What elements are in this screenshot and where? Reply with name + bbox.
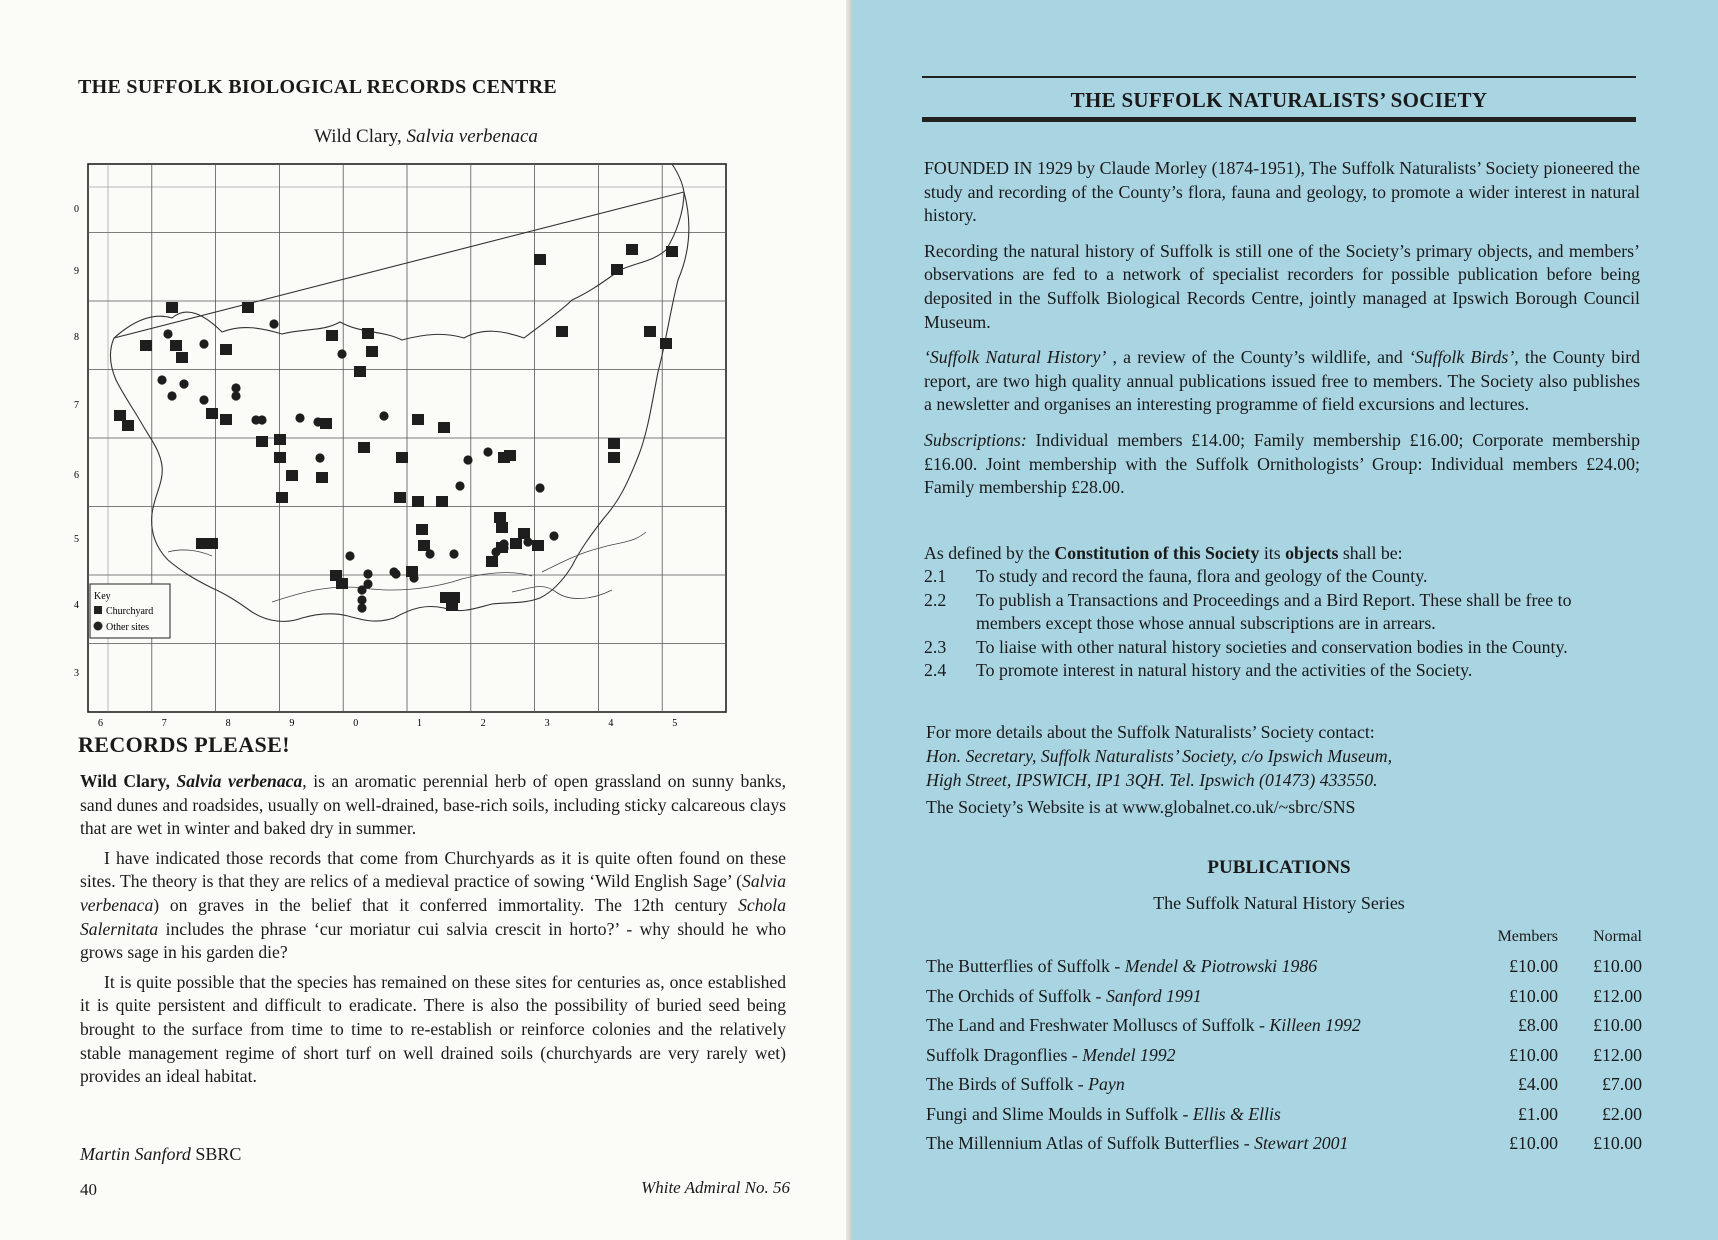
species-latin: Salvia verbenaca — [176, 771, 303, 791]
para-2-b: ) on graves in the belief that it conferred immortality. The 12th century — [153, 894, 739, 915]
book-title: Suffolk Dragonflies - Mendel 1992 — [926, 1044, 1176, 1065]
churchyard-record — [274, 452, 286, 463]
book-title: The Birds of Suffolk - Payn — [926, 1074, 1125, 1094]
book-author: Killeen 1992 — [1269, 1015, 1361, 1035]
churchyard-record — [274, 434, 286, 445]
churchyard-record — [412, 414, 424, 425]
recording-para: Recording the natural history of Suffolk is still one of the Society’s primary objects, and members’ observations are fed to a network of specialist recorders for possible publication before being deposited in the Suffolk Biological Records Centre, jointly managed at Ipswich Borough Council Museum. — [924, 240, 1640, 332]
other-site-record — [357, 603, 366, 612]
churchyard-record — [316, 472, 328, 483]
churchyard-record — [358, 442, 370, 453]
other-site-record — [231, 383, 240, 392]
churchyard-record — [412, 496, 424, 507]
object-item: 2.4 To promote interest in natural history and the activities of the Society. — [924, 660, 1473, 681]
other-site-record — [167, 391, 176, 400]
other-site-record — [313, 417, 322, 426]
map-key-square — [94, 606, 102, 614]
para3-b: , the County bird report, are two high quality annual publications issued free to members. The Society also publishes a newsletter and organises an interesting programme of field excursions and lectures. — [924, 347, 1641, 415]
magazine-issue: White Admiral No. 56 — [641, 1178, 790, 1197]
other-site-record — [357, 595, 366, 604]
map-title-italic: Salvia verbenaca — [406, 126, 538, 147]
other-site-record — [163, 329, 172, 338]
price-normal: £2.00 — [1601, 1103, 1642, 1124]
churchyard-record — [394, 492, 406, 503]
website-line: The Society’s Website is at www.globalnet.co.uk/~sbrc/SNS — [926, 797, 1356, 817]
left-heading: THE SUFFOLK BIOLOGICAL RECORDS CENTRE — [78, 76, 557, 98]
other-site-record — [523, 537, 532, 546]
snh-title: ‘Suffolk Natural History’ — [924, 347, 1107, 368]
book-author: Ellis & Ellis — [1192, 1103, 1281, 1124]
map-key-other: Other sites — [106, 622, 150, 633]
objects-section — [924, 542, 1640, 682]
other-site-record — [379, 411, 388, 420]
churchyard-record — [354, 366, 366, 377]
contact-section — [926, 720, 1642, 819]
sb-title: ‘Suffolk Birds’ — [1408, 347, 1515, 368]
price-members: £10.00 — [1509, 956, 1558, 976]
churchyard-record — [660, 338, 672, 349]
map-row-label: 3 — [74, 668, 79, 679]
churchyard-record — [206, 538, 218, 549]
other-site-record — [425, 549, 434, 558]
left-page — [0, 0, 852, 1240]
article-para-1 — [80, 770, 786, 841]
map-col-label: 9 — [289, 718, 295, 729]
book-author: Payn — [1088, 1074, 1125, 1094]
other-site-record — [549, 531, 558, 540]
map-col-label: 7 — [161, 718, 167, 729]
book-author: Sanford 1991 — [1105, 985, 1202, 1006]
price-members: £10.00 — [1509, 985, 1558, 1006]
churchyard-record — [114, 410, 126, 421]
churchyard-record — [122, 420, 134, 431]
object-item: 2.2 To publish a Transactions and Proceedings and a Bird Report. These shall be free to members except those whose annual subscriptions are in arrears. — [924, 589, 1572, 634]
churchyard-record — [608, 438, 620, 449]
object-item: 2.1 To study and record the fauna, flora and geology of the County. — [924, 566, 1428, 587]
heading-rule-top — [922, 76, 1636, 78]
map-col-label: 8 — [225, 718, 231, 729]
price-members: £10.00 — [1509, 1044, 1558, 1065]
subscriptions-text: Individual members £14.00; Family membership £16.00; Corporate membership £16.00. Joint membership with the Suffolk Ornithologists’ Group: Individual members £24.00; Family membership £28.00. — [924, 429, 1640, 498]
article-body — [80, 770, 786, 1095]
col-members: Members — [1497, 928, 1558, 945]
other-site-record — [231, 391, 240, 400]
author-org: SBRC — [195, 1144, 242, 1164]
article-para-3: It is quite possible that the species has remained on these sites for centuries as, once established it is quite persistent and difficult to eradicate. There is also the possibility of buried seed being brought to the surface from time to time to re-establish or reinforce colonies and the relatively stable management regime of short turf on well drained soils (churchyards are very rarely wet) provides an ideal habitat. — [80, 971, 786, 1087]
other-site-record — [363, 569, 372, 578]
subscriptions-para — [924, 429, 1640, 500]
churchyard-record — [170, 340, 182, 351]
para-2-c: includes the phrase ‘cur moriatur cui salvia crescit in horto?’ - why should he who grows sage in his garden die? — [80, 918, 786, 963]
churchyard-record — [220, 344, 232, 355]
para-1-rest: , is an aromatic perennial herb of open grassland on sunny banks, sand dunes and roadsides, usually on well-drained, base-rich soils, including sticky calcareous clays that are wet in winter and baked dry in summer. — [80, 771, 786, 839]
price-normal: £12.00 — [1593, 985, 1642, 1006]
objects-intro: As defined by the Constitution of this Society its objects shall be: — [924, 543, 1403, 563]
price-normal: £10.00 — [1593, 1133, 1642, 1153]
book-title: The Land and Freshwater Molluscs of Suffolk - Killeen 1992 — [926, 1015, 1361, 1035]
object-item: 2.3 To liaise with other natural history societies and conservation bodies in the County. — [924, 636, 1568, 657]
table-row — [926, 1104, 1646, 1134]
other-site-record — [337, 349, 346, 358]
table-row — [926, 1133, 1646, 1163]
price-normal: £7.00 — [1601, 1074, 1642, 1094]
table-row — [926, 1074, 1646, 1104]
table-header — [926, 928, 1646, 956]
subscriptions-label: Subscriptions: — [924, 429, 1027, 450]
article-para-2 — [80, 847, 786, 965]
map-row-label: 7 — [74, 400, 79, 411]
churchyard-record — [494, 512, 506, 523]
churchyard-record — [496, 522, 508, 533]
churchyard-record — [518, 528, 530, 539]
book-title: Fungi and Slime Moulds in Suffolk - Ellis & Ellis — [926, 1103, 1281, 1124]
churchyard-record — [510, 538, 522, 549]
publications-heading: PUBLICATIONS — [1207, 857, 1351, 878]
map-col-label: 4 — [608, 718, 614, 729]
contact-line-1: Hon. Secretary, Suffolk Naturalists’ Society, c/o Ipswich Museum, — [926, 746, 1393, 766]
publications-para — [924, 346, 1640, 417]
churchyard-record — [176, 352, 188, 363]
publications-table — [926, 928, 1646, 1163]
churchyard-record — [534, 254, 546, 265]
book-title: The Butterflies of Suffolk - Mendel & Piotrowski 1986 — [926, 956, 1318, 976]
churchyard-record — [242, 302, 254, 313]
price-normal: £10.00 — [1593, 956, 1642, 976]
para-2-italic-2: Schola Salernitata — [80, 894, 786, 939]
churchyard-record — [438, 422, 450, 433]
author-name: Martin Sanford — [80, 1144, 191, 1164]
book-author: Stewart 2001 — [1254, 1133, 1349, 1153]
map-row-label: 9 — [74, 266, 79, 277]
churchyard-record — [140, 340, 152, 351]
churchyard-record — [486, 556, 498, 567]
map-col-label: 5 — [672, 718, 678, 729]
heading-rule-bottom — [922, 117, 1636, 122]
book-title: The Orchids of Suffolk - Sanford 1991 — [926, 985, 1202, 1006]
map-row-label: 6 — [74, 470, 79, 481]
churchyard-record — [644, 326, 656, 337]
map-row-label: 5 — [74, 534, 79, 545]
other-site-record — [345, 551, 354, 560]
other-site-record — [295, 413, 304, 422]
churchyard-record — [446, 600, 458, 611]
table-row — [926, 1015, 1646, 1045]
map-col-label: 0 — [353, 718, 359, 729]
other-site-record — [455, 481, 464, 490]
churchyard-record — [498, 452, 510, 463]
churchyard-record — [362, 328, 374, 339]
churchyard-record — [396, 452, 408, 463]
other-site-record — [179, 379, 188, 388]
price-members: £10.00 — [1509, 1133, 1558, 1153]
map-col-label: 6 — [98, 718, 103, 729]
other-site-record — [269, 319, 278, 328]
map-key-churchyard: Churchyard — [106, 606, 154, 617]
churchyard-record — [336, 578, 348, 589]
price-members: £8.00 — [1517, 1015, 1558, 1035]
other-site-record — [535, 483, 544, 492]
map-row-label: 8 — [74, 332, 79, 343]
churchyard-record — [286, 470, 298, 481]
map-records — [114, 244, 678, 613]
churchyard-record — [436, 496, 448, 507]
other-site-record — [483, 447, 492, 456]
book-title: The Millennium Atlas of Suffolk Butterflies - Stewart 2001 — [926, 1133, 1349, 1153]
col-normal: Normal — [1593, 928, 1642, 945]
churchyard-record — [666, 246, 678, 257]
price-normal: £12.00 — [1593, 1044, 1642, 1065]
other-site-record — [491, 547, 500, 556]
author-signature — [80, 1144, 241, 1165]
right-heading: THE SUFFOLK NATURALISTS’ SOCIETY — [1070, 88, 1488, 112]
churchyard-record — [326, 330, 338, 341]
other-site-record — [199, 339, 208, 348]
price-members: £1.00 — [1517, 1103, 1558, 1124]
contact-line-2: High Street, IPSWICH, IP1 3QH. Tel. Ipswich (01473) 433550. — [926, 770, 1378, 790]
map-col-label: 2 — [480, 718, 486, 729]
churchyard-record — [220, 414, 232, 425]
churchyard-record — [611, 264, 623, 275]
map-title — [0, 126, 852, 148]
map-row-label: 0 — [74, 204, 79, 215]
book-author: Mendel 1992 — [1082, 1044, 1176, 1065]
other-site-record — [315, 453, 324, 462]
churchyard-record — [418, 540, 430, 551]
other-site-record — [463, 455, 472, 464]
map-title-plain: Wild Clary, — [314, 126, 402, 147]
page-number: 40 — [80, 1180, 97, 1199]
map-col-labels — [98, 718, 677, 729]
other-site-record — [199, 395, 208, 404]
founded-para: FOUNDED IN 1929 by Claude Morley (1874-1951), The Suffolk Naturalists’ Society pioneered the study and recording of the County’s flora, fauna and geology, to promote a wider interest in natural history. — [924, 158, 1640, 226]
publication-rows — [926, 956, 1646, 1163]
distribution-map — [72, 152, 802, 730]
contact-intro: For more details about the Suffolk Naturalists’ Society contact: — [926, 722, 1375, 742]
price-members: £4.00 — [1517, 1074, 1558, 1094]
churchyard-record — [256, 436, 268, 447]
map-col-label: 1 — [417, 718, 422, 729]
other-site-record — [409, 573, 418, 582]
para3-a: , a review of the County’s wildlife, and — [1106, 347, 1409, 368]
other-site-record — [499, 539, 508, 548]
churchyard-record — [532, 540, 544, 551]
other-site-record — [389, 567, 398, 576]
society-intro — [924, 157, 1640, 512]
table-row — [926, 986, 1646, 1016]
para-2-italic-1: Salvia verbenaca — [80, 871, 786, 915]
distribution-map-svg — [72, 152, 802, 730]
churchyard-record — [416, 524, 428, 535]
map-row-label: 4 — [74, 600, 79, 611]
churchyard-record — [276, 492, 288, 503]
table-row — [926, 1045, 1646, 1075]
other-site-record — [449, 549, 458, 558]
species-common: Wild Clary, — [80, 771, 170, 791]
churchyard-record — [206, 408, 218, 419]
para-2-a: I have indicated those records that come from Churchyards as it is quite often found on these sites. The theory is that they are relics of a medieval practice of sowing ‘Wild English Sage’ ( — [80, 847, 786, 892]
other-site-record — [363, 579, 372, 588]
map-key-dot — [94, 622, 103, 631]
churchyard-record — [608, 452, 620, 463]
churchyard-record — [626, 244, 638, 255]
book-author: Mendel & Piotrowski 1986 — [1124, 956, 1318, 976]
churchyard-record — [366, 346, 378, 357]
records-heading: RECORDS PLEASE! — [78, 732, 290, 757]
other-site-record — [257, 415, 266, 424]
publications-subtitle: The Suffolk Natural History Series — [1153, 893, 1405, 913]
price-normal: £10.00 — [1593, 1015, 1642, 1035]
map-key-title: Key — [94, 591, 111, 602]
churchyard-record — [556, 326, 568, 337]
table-row — [926, 956, 1646, 986]
churchyard-record — [166, 302, 178, 313]
map-row-labels — [74, 204, 79, 679]
other-site-record — [157, 375, 166, 384]
map-col-label: 3 — [544, 718, 550, 729]
